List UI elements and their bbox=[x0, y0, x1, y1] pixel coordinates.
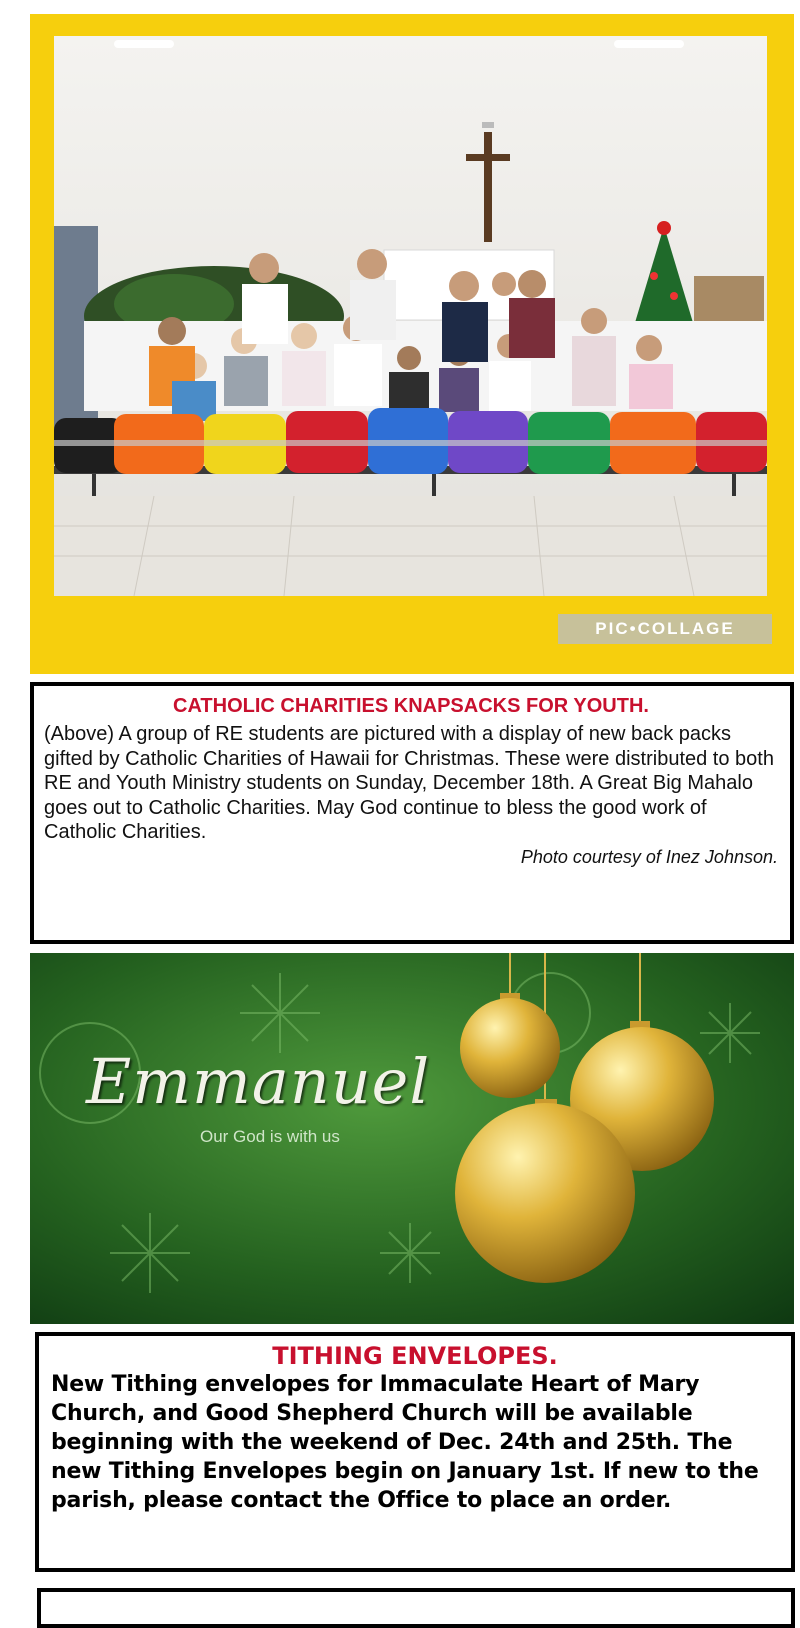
emmanuel-subtitle: Our God is with us bbox=[200, 1127, 340, 1146]
tithing-title: TITHING ENVELOPES. bbox=[272, 1342, 558, 1370]
emmanuel-graphic bbox=[30, 953, 794, 1324]
photo-credit: Photo courtesy of Inez Johnson. bbox=[520, 846, 778, 867]
group-photo-illustration bbox=[54, 36, 767, 596]
ornament-background bbox=[30, 953, 794, 1324]
tithing-article bbox=[35, 1332, 795, 1572]
article-title: CATHOLIC CHARITIES KNAPSACKS FOR YOUTH. bbox=[173, 695, 649, 717]
knapsacks-article bbox=[30, 682, 794, 944]
next-article-box bbox=[37, 1588, 795, 1628]
article-body: (Above) A group of RE students are pictured with a display of new back packs gifted by Catholic Charities of Hawaii for Christmas. These were distributed to both RE and Youth Ministry students on Sunday, December 18th. A Great Big Mahalo goes out to Catholic Charities. May God continue to bless the good work of Catholic Charities. bbox=[44, 723, 774, 843]
photo-frame bbox=[30, 14, 794, 674]
emmanuel-title: Emmanuel bbox=[86, 1045, 431, 1118]
backpacks bbox=[54, 408, 767, 474]
tithing-body: New Tithing envelopes for Immaculate Heart of Mary Church, and Good Shepherd Church will be available beginning with the weekend of Dec. 24th and 25th. The new Tithing Envelopes begin on January 1st. If new to the parish, please contact the Office to place an order. bbox=[51, 1372, 759, 1513]
pic-collage-badge: PIC•COLLAGE bbox=[558, 614, 772, 644]
group-photo bbox=[54, 36, 767, 596]
